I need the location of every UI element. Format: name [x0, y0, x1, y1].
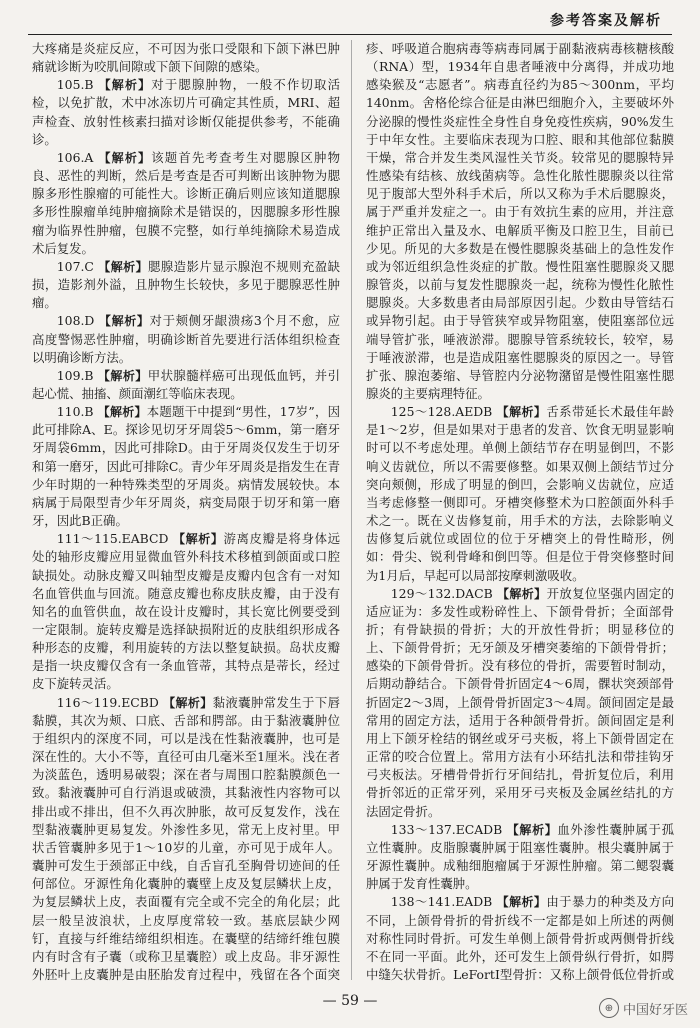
answer-number: 125～128.AEDB — [390, 404, 493, 420]
explanation-text: 游离皮瓣是将身体远处的轴形皮瓣应用显微血管外科技术移植到颌面或口腔缺损处。动脉皮瓣又叫轴型皮瓣是皮瓣内包含有一对知名血管供血与回流。随意皮瓣也称皮肤皮瓣，由于没有知名的血管供血，故在设计皮瓣时，其长宽比例要受到一定限制。旋转皮瓣是选择缺损附近的皮肤组织形成各种形态的皮瓣，利用旋转的方法以整复缺损。岛状皮瓣是指一块皮瓣仅含有一条血管蒂，其特点是蒂长，经过皮下旋转灵活。 — [32, 531, 340, 692]
explanation-tag: 【解析】 — [172, 532, 224, 547]
answer-paragraph — [366, 585, 674, 821]
explanation-text: 对于颊侧牙龈溃疡3个月不愈，应高度警惕恶性肿瘤，明确诊断首先要进行活体组织检查以明确诊断方法。 — [32, 313, 340, 365]
answer-paragraph — [32, 694, 340, 982]
answer-number: 110.B — [56, 404, 94, 420]
answer-number: 105.B — [56, 77, 94, 93]
explanation-tag: 【解析】 — [98, 259, 149, 274]
answer-paragraph — [32, 403, 340, 530]
explanation-text: 甲状腺髓样癌可出现低血钙，并引起心慌、抽搐、颜面潮红等临床表现。 — [32, 367, 340, 401]
answer-number: 116～119.ECBD — [56, 694, 159, 710]
answer-number: 138～141.EADB — [390, 894, 493, 910]
left-column — [32, 40, 340, 982]
column-divider — [351, 40, 352, 980]
answer-number: 111～115.EABCD — [56, 531, 169, 547]
answer-number: 107.C — [56, 258, 94, 274]
page-number: — 59 — — [322, 993, 378, 1009]
answer-paragraph — [366, 40, 674, 403]
header-rule — [28, 34, 672, 35]
watermark — [599, 998, 688, 1018]
explanation-text: 本题题干中提到“男性，17岁”，因此可排除A、E。探诊见切牙牙周袋5～6mm，第一磨牙牙周袋6mm，因此可排除D。由于牙周炎仅发生于切牙和第一磨牙，因此可排除C。青少年牙周炎是指发生在青少年时期的一种特殊类型的牙周炎。病情发展较快。本病属于局限型青少年牙周炎，病变局限于切牙和第一磨牙，因此B正确。 — [32, 404, 340, 529]
answer-paragraph — [32, 312, 340, 366]
answer-paragraph — [32, 76, 340, 149]
explanation-tag: 【解析】 — [98, 314, 150, 329]
explanation-tag: 【解析】 — [163, 695, 213, 710]
explanation-tag: 【解析】 — [496, 405, 547, 420]
explanation-text: 黏液囊肿常发生于下唇黏膜，其次为颊、口底、舌部和腭部。由于黏液囊肿位于组织内的深度不同，可以是浅在性黏液囊肿，也可是深在性的。大小不等，直径可由几毫米至1厘米。浅在者为淡蓝色，透明易破裂；深在者与周围口腔黏膜颜色一致。黏液囊肿可自行消退或破溃，其黏液性内容物可以排出或不排出，但不久再次肿胀，故可反复发作，浅在型黏液囊肿更易复发。外渗性多见，常无上皮衬里。甲状舌管囊肿多见于1～10岁的儿童，亦可见于成年人。囊肿可发生于颈部正中线，自舌盲孔至胸骨切迹间的任何部位。牙源性角化囊肿的囊壁上皮及复层鳞状上皮，为复层鳞状上皮，表面覆有完全或不完全的角化层；此层一般呈波浪状，上皮厚度常较一致。基底层缺少网钉，直接与纤维结缔组织相连。在囊壁的结缔纤维包膜内有时含有子囊（或称卫星囊腔）或上皮岛。非牙源性外胚叶上皮囊肿是由胚胎发育过程中，残留在各个面突 — [32, 694, 340, 982]
answer-number: 106.A — [56, 149, 94, 165]
answer-paragraph — [366, 821, 674, 894]
answer-paragraph — [366, 893, 674, 982]
explanation-text: 舌系带延长术最佳年龄是1～2岁，但是如果对于患者的发音、饮食无明显影响时可以不考虑处理。单侧上颌结节存在明显倒凹，不影响义齿就位，所以不需要修整。如果双侧上颌结节过分突向颊侧，形成了明显的倒凹，会影响义齿就位，应适当考虑修整一侧即可。牙槽突修整术为口腔颌面外科手术之一。既在义齿修复前，用手术的方法，去除影响义齿修复后就位或固位的位于牙槽突上的骨性畸形，例如：骨尖、锐利骨峰和倒凹等。但是位于骨突修整时间为1月后，早起可以局部按摩刺激吸收。 — [366, 404, 674, 583]
explanation-tag: 【解析】 — [496, 895, 547, 910]
right-column — [366, 40, 674, 982]
explanation-tag: 【解析】 — [497, 586, 547, 601]
answer-paragraph — [32, 149, 340, 258]
watermark-text: 中国好牙医 — [622, 1002, 688, 1018]
header-title: 参考答案及解析 — [550, 13, 662, 29]
explanation-text: 血外渗性囊肿属于孤立性囊肿。皮脂腺囊肿属于阻塞性囊肿。根尖囊肿属于牙源性囊肿。成釉细胞瘤属于牙源性肿瘤。第二鳃裂囊肿属于发育性囊肿。 — [366, 821, 674, 892]
explanation-tag: 【解析】 — [97, 405, 147, 420]
answer-paragraph — [32, 530, 340, 693]
explanation-tag: 【解析】 — [506, 822, 558, 837]
page-header — [0, 0, 700, 40]
explanation-text: 由于暴力的种类及方向不同，上颌骨骨折的骨折线不一定都是如上所述的两侧对称性同时骨折。可发生单侧上颌骨骨折或两侧骨折线不在同一平面。此外，还可发生上颌骨纵行骨折，如腭中缝矢状骨折。LeFortⅠ型骨折：又称上颌骨低位骨折或 — [366, 894, 674, 982]
explanation-text: 对于腮腺肿物，一般不作切取活检，以免扩散，术中冰冻切片可确定其性质，MRI、超声检查、放射性核素扫描对诊断仅能提供参考，不能确诊。 — [32, 77, 340, 147]
answer-paragraph — [366, 403, 674, 585]
answer-number: 108.D — [56, 313, 95, 329]
watermark-logo-icon: ⊕ — [599, 998, 619, 1018]
answer-paragraph — [32, 367, 340, 403]
explanation-text: 腮腺造影片显示腺泡不规则充盈缺损，造影剂外溢，且肿物生长较快，多见于腮腺恶性肿瘤。 — [32, 258, 340, 311]
explanation-tag: 【解析】 — [97, 368, 148, 383]
explanation-text: 开放复位坚强内固定的适应证为：多发性或粉碎性上、下颌骨骨折；全面部骨折；有骨缺损的骨折；大的开放性骨折；明显移位的上、下颌骨骨折；无牙颌及牙槽突萎缩的下颌骨骨折；感染的下颌骨骨折。没有移位的骨折，需要暂时制动，后期动静结合。下颌骨骨折固定4～6周，髁状突颈部骨折固定2～3周，上颌骨骨折固定3～4周。颌间固定是最常用的固定方法，适用于各种颌骨骨折。颌间固定是利用上下颌牙栓结的钢丝或牙弓夹板，将上下颌骨固定在正常的咬合位置上。常用方法有小环结扎法和带挂钩牙弓夹板法。牙槽骨骨折行牙间结扎，骨折复位后，利用骨折邻近的正常牙列，采用牙弓夹板及金属丝结扎的方法固定骨折。 — [366, 585, 674, 819]
answer-number: 129～132.DACB — [390, 585, 493, 601]
explanation-text: 大疼痛是炎症反应，不可因为张口受限和下颌下淋巴肿痛就诊断为咬肌间隙或下颌下间隙的感染。 — [32, 41, 340, 75]
explanation-text: 该题首先考查考生对腮腺区肿物良、恶性的判断，然后是考查是否可判断出该肿物为腮腺多形性腺瘤的可能性大。诊断正确后则应该知道腮腺多形性腺瘤单纯肿瘤摘除术是错误的，因腮腺多形性腺瘤为临界性肿瘤，包膜不完整，如行单纯摘除术易造成术后复发。 — [32, 149, 340, 256]
answer-paragraph — [32, 40, 340, 76]
explanation-tag: 【解析】 — [98, 150, 152, 165]
answer-number: 109.B — [56, 367, 94, 383]
explanation-text: 疹、呼吸道合胞病毒等病毒同属于副黏液病毒核糖核酸（RNA）型，1934年自患者唾液中分离得，并成功地感染猴及“志愿者”。病毒直径约为85～300nm，平均140nm。舍格伦综合征是由淋巴细胞介入，主要破坏外分泌腺的慢性炎症性全身性自身免疫性疾病，90%发生于中年女性。主要临床表现为口腔、眼和其他部位黏膜干燥，常合并发生类风湿性关节炎。较常见的腮腺特异性感染有结核、放线菌病等。急性化脓性腮腺炎以往常见于腹部大型外科手术后，所以又称为手术后腮腺炎，属于严重并发症之一。由于有效抗生素的应用，并注意维护正常出入量及水、电解质平衡及口腔卫生，目前已少见。所见的大多数是在慢性腮腺炎基础上的急性发作或为邻近组织急性炎症的扩散。慢性阻塞性腮腺炎又腮腺管炎，以前与复发性腮腺炎一起，统称为慢性化脓性腮腺炎。大多数患者由局部原因引起。少数由导管结石或异物引起。由于导管狭窄或异物阻塞，使阻塞部位远端导管扩张，唾液淤滞。腮腺导管系统较长，较窄，易于唾液淤滞，也是造成阻塞性腮腺炎的原因之一。导管扩张、腺泡萎缩、导管腔内分泌物潴留是慢性阻塞性腮腺炎的主要病理特征。 — [366, 41, 674, 401]
answer-number: 133～137.ECADB — [390, 821, 503, 837]
answer-paragraph — [32, 258, 340, 312]
explanation-tag: 【解析】 — [98, 78, 152, 93]
